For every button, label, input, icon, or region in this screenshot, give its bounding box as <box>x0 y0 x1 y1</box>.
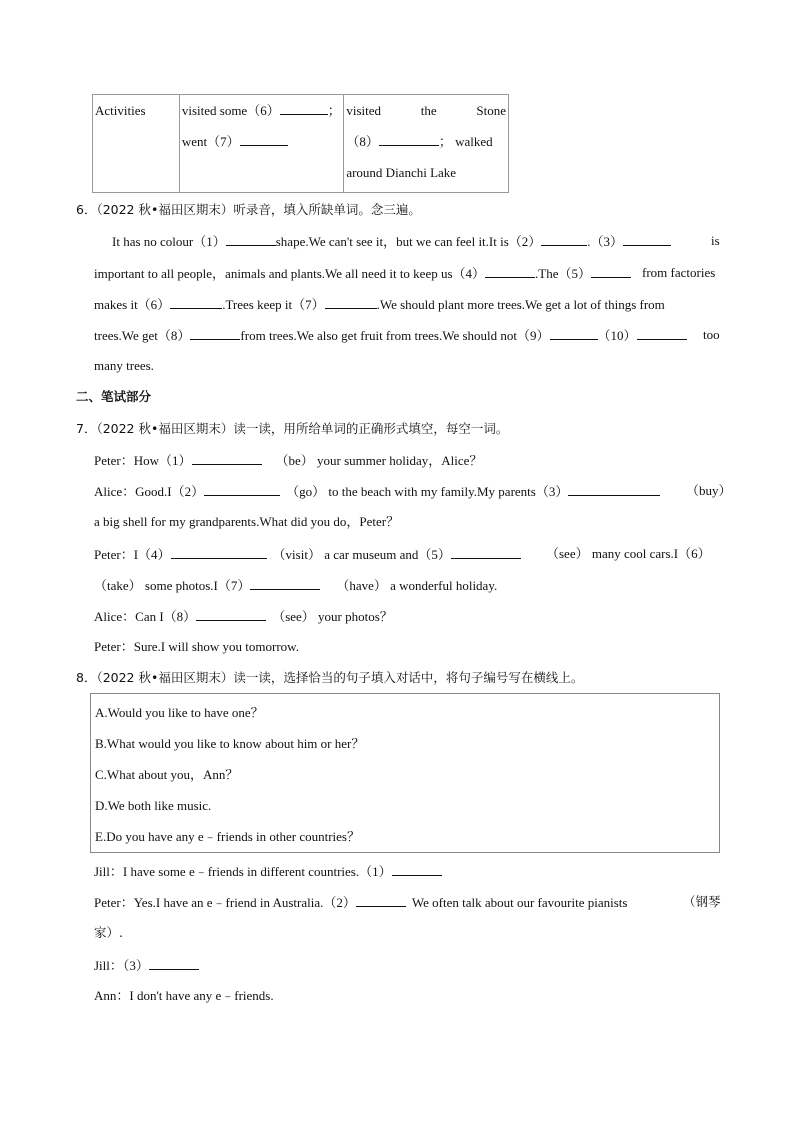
q6-line-2-end: from factories <box>642 265 716 280</box>
q6-line-4-end: too <box>703 327 720 342</box>
q7-line-6: Alice：Can I（8） （see） your photos？ <box>94 609 393 624</box>
q6-line-2: important to all people，animals and plants.We all need it to keep us（4） .The（5） <box>94 265 631 282</box>
q8-header: 8．（2022 秋•福田区期末）读一读，选择恰当的句子填入对话中，将句子编号写在横线上。 <box>76 670 584 685</box>
cell-text: visited some（6） <box>181 103 280 118</box>
blank-8[interactable] <box>379 133 439 146</box>
blank-10[interactable] <box>637 327 687 340</box>
blank-2[interactable] <box>356 894 406 907</box>
dialog-line-1: Jill：I have some e﹣friends in different countries.（1） <box>94 863 442 880</box>
dialog-line-3: 家）. <box>94 925 123 940</box>
blank-3[interactable] <box>568 483 660 496</box>
blank-8[interactable] <box>196 608 266 621</box>
blank-2[interactable] <box>204 483 280 496</box>
q7-line-4: Peter：I（4） （visit） a car museum and（5） <box>94 546 527 563</box>
table-label: Activities <box>95 103 146 118</box>
table-cell-day-two <box>344 95 509 193</box>
section-title: 二、笔试部分 <box>76 389 152 404</box>
q7-line-2: Alice：Good.I（2） （go） to the beach with my family.My parents（3） <box>94 483 660 500</box>
dialog-line-4: Jill：（3） <box>94 957 199 974</box>
blank-7b[interactable] <box>325 296 377 309</box>
blank-6b[interactable] <box>170 296 222 309</box>
blank-4[interactable] <box>171 546 267 559</box>
cell-text: around Dianchi Lake <box>346 165 457 180</box>
options-box <box>90 693 720 853</box>
q6-line-3: makes it（6） .Trees keep it（7） .We should plant more trees.We get a lot of things from <box>94 297 665 312</box>
dialog-line-5: Ann：I don't have any e﹣friends. <box>94 988 274 1003</box>
blank-3[interactable] <box>149 957 199 970</box>
q6-line-1: It has no colour（1） shape.We can't see it，but we can feel it.It is（2） .（3） <box>112 233 671 250</box>
table-cell-day-one <box>179 95 343 193</box>
cell-text: the <box>420 103 437 118</box>
dialog-line-2: Peter：Yes.I have an e﹣friend in Australia.（2） We often talk about our favourite pianists <box>94 895 628 910</box>
cell-text: visited <box>346 103 381 118</box>
q7-line-7: Peter：Sure.I will show you tomorrow. <box>94 639 299 654</box>
option-e: E.Do you have any e﹣friends in other countries？ <box>95 829 360 844</box>
cell-text: ； walked <box>438 134 493 149</box>
option-b: B.What would you like to know about him or her？ <box>95 736 365 751</box>
blank-9[interactable] <box>550 327 598 340</box>
blank-7[interactable] <box>240 133 288 146</box>
dialog-line-2-end: （钢琴 <box>683 894 721 909</box>
blank-2[interactable] <box>541 233 587 246</box>
blank-6[interactable] <box>280 102 328 115</box>
blank-4[interactable] <box>485 265 535 278</box>
q7-line-4-end: （see） many cool cars.I（6） <box>546 546 711 561</box>
cell-text: went（7） <box>181 134 240 149</box>
option-a: A.Would you like to have one？ <box>95 705 264 720</box>
q6-line-4: trees.We get（8） from trees.We also get fruit from trees.We should not（9） （10） <box>94 327 687 344</box>
cell-text: Stone <box>476 103 506 118</box>
blank-3[interactable] <box>623 233 671 246</box>
blank-1[interactable] <box>226 233 276 246</box>
q6-line-5: many trees. <box>94 358 154 373</box>
activities-table <box>92 94 509 193</box>
table-label-cell <box>93 95 180 193</box>
q6-line-1-end: is <box>711 233 720 248</box>
blank-5[interactable] <box>451 546 521 559</box>
q7-line-5: （take） some photos.I（7） （have） a wonderful holiday. <box>94 578 498 593</box>
q7-line-1: Peter：How（1） （be） your summer holiday，Alice？ <box>94 453 483 468</box>
option-c: C.What about you，Ann？ <box>95 767 239 782</box>
blank-8b[interactable] <box>190 327 240 340</box>
blank-1[interactable] <box>192 452 262 465</box>
blank-5[interactable] <box>591 265 631 278</box>
q7-line-3: a big shell for my grandparents.What did you do，Peter？ <box>94 514 400 529</box>
blank-7[interactable] <box>250 577 320 590</box>
q7-line-2-end: （buy） <box>686 483 732 498</box>
blank-1[interactable] <box>392 863 442 876</box>
cell-text: （8） <box>346 134 379 149</box>
q7-header: 7．（2022 秋•福田区期末）读一读，用所给单词的正确形式填空，每空一词。 <box>76 421 509 436</box>
cell-text: ； <box>327 103 341 118</box>
option-d: D.We both like music. <box>95 798 212 813</box>
q6-header: 6．（2022 秋•福田区期末）听录音，填入所缺单词。念三遍。 <box>76 202 421 217</box>
